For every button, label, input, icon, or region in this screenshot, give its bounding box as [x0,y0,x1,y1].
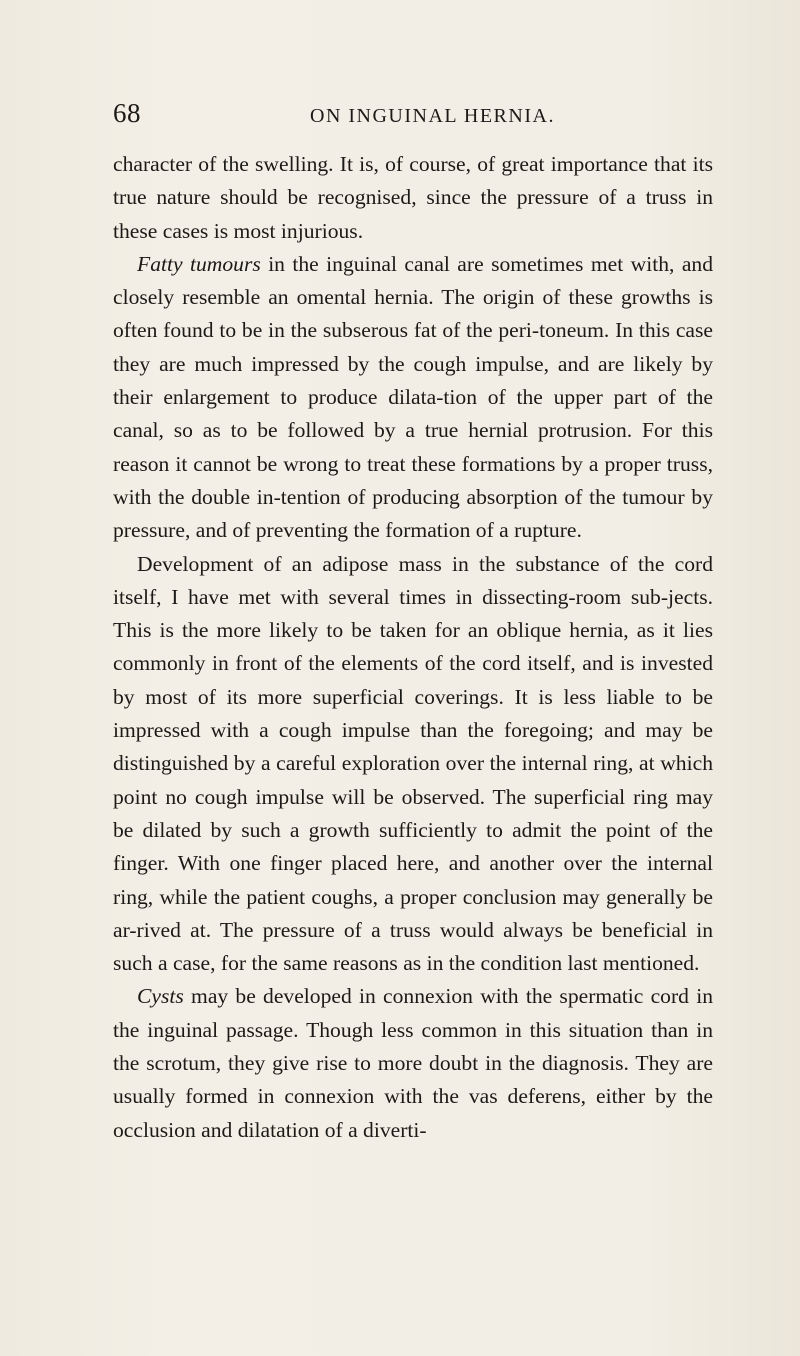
paragraph-3 [113,548,713,981]
paragraph-2-lead: Fatty tumours [137,251,261,276]
paragraph-1 [113,148,713,248]
paragraph-1-body: character of the swelling. It is, of course, of great importance that its true nature should be recognised, since the pressure of a truss in these cases is most injurious. [113,152,713,243]
page-header [113,98,713,132]
page-number: 68 [113,98,141,128]
paragraph-4 [113,980,713,1146]
paragraph-2-body: in the inguinal canal are sometimes met with, and closely resemble an omental hernia. The origin of these growths is often found to be in the subserous fat of the peri-toneum. In this case they are much impressed by the cough impulse, and are likely by their enlargement to produce dilata-tion of the upper part of the canal, so as to be followed by a true hernial protrusion. For this reason it cannot be wrong to treat these formations by a proper truss, with the double in-tention of producing absorption of the tumour by pressure, and of preventing the formation of a rupture. [113,251,714,543]
paragraph-4-lead: Cysts [137,984,184,1009]
running-head: ON INGUINAL HERNIA. [310,105,555,127]
paragraph-2 [113,248,713,548]
paragraph-4-body: may be developed in connexion with the spermatic cord in the inguinal passage. Though less common in this situation than in the scrotum, they give rise to more doubt in the diagnosis. They are usually formed in connexion with the vas deferens, either by the occlusion and dilatation of a diverti- [113,984,713,1142]
body-text [113,148,713,1147]
paragraph-3-body: Development of an adipose mass in the substance of the cord itself, I have met with several times in dissecting-room sub-jects. This is the more likely to be taken for an oblique hernia, as it lies commonly in front of the elements of the cord itself, and is invested by most of its more superficial coverings. It is less liable to be impressed with a cough impulse than the foregoing; and may be distinguished by a careful exploration over the internal ring, at which point no cough impulse will be observed. The superficial ring may be dilated by such a growth sufficiently to admit the point of the finger. With one finger placed here, and another over the internal ring, while the patient coughs, a proper conclusion may generally be ar-rived at. The pressure of a truss would always be beneficial in such a case, for the same reasons as in the condition last mentioned. [113,551,713,976]
